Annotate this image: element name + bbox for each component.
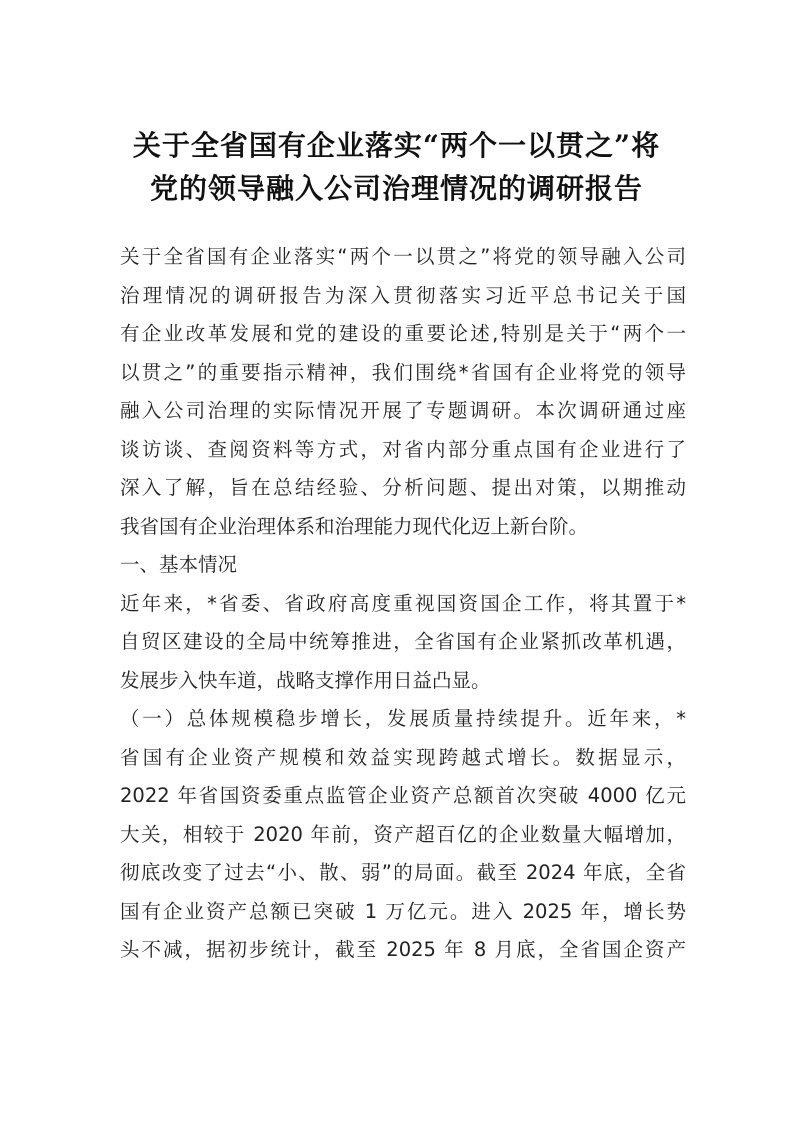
body-text-line: 省国有企业资产规模和效益实现跨越式增长。数据显示， — [120, 745, 686, 769]
body-text-line: 一、基本情况 — [120, 553, 238, 576]
body-text-line: 有企业改革发展和党的建设的重要论述,特别是关于“两个一 — [120, 322, 686, 345]
body-text-line: 融入公司治理的实际情况开展了专题调研。本次调研通过座 — [120, 399, 686, 422]
body-text-line: 谈访谈、查阅资料等方式，对省内部分重点国有企业进行了 — [120, 437, 686, 461]
body-text-line: 深入了解，旨在总结经验、分析问题、提出对策，以期推动 — [120, 476, 686, 499]
body-text-line: 2022 年省国资委重点监管企业资产总额首次突破 4000 亿元 — [120, 784, 686, 807]
body-text-line: 头不减，据初步统计，截至 2025 年 8 月底，全省国企资产 — [120, 938, 686, 961]
body-text-line: （一）总体规模稳步增长，发展质量持续提升。近年来，* — [120, 707, 686, 730]
body-text-line: 关于全省国有企业落实“两个一以贯之”将党的领导融入公司 — [120, 245, 686, 268]
body-text-line: 彻底改变了过去“小、散、弱”的局面。截至 2024 年底，全省 — [120, 861, 686, 884]
body-text-line: 发展步入快车道，战略支撑作用日益凸显。 — [120, 668, 491, 692]
body-text-line: 近年来，*省委、省政府高度重视国资国企工作，将其置于* — [120, 591, 686, 615]
body-text-line: 以贯之”的重要指示精神，我们围绕*省国有企业将党的领导 — [120, 360, 686, 384]
document-title-line-2: 党的领导融入公司治理情况的调研报告 — [149, 172, 643, 205]
body-text-line: 我省国有企业治理体系和治理能力现代化迈上新台阶。 — [120, 514, 589, 538]
body-text-line: 治理情况的调研报告为深入贯彻落实习近平总书记关于国 — [120, 283, 686, 307]
body-text-line: 自贸区建设的全局中统筹推进，全省国有企业紧抓改革机遇， — [120, 630, 686, 653]
body-text-line: 大关，相较于 2020 年前，资产超百亿的企业数量大幅增加， — [120, 822, 686, 846]
document-title-line-1: 关于全省国有企业落实“两个一以贯之”将 — [132, 129, 661, 162]
document-body — [120, 238, 686, 970]
body-text-line: 国有企业资产总额已突破 1 万亿元。进入 2025 年，增长势 — [120, 899, 686, 923]
